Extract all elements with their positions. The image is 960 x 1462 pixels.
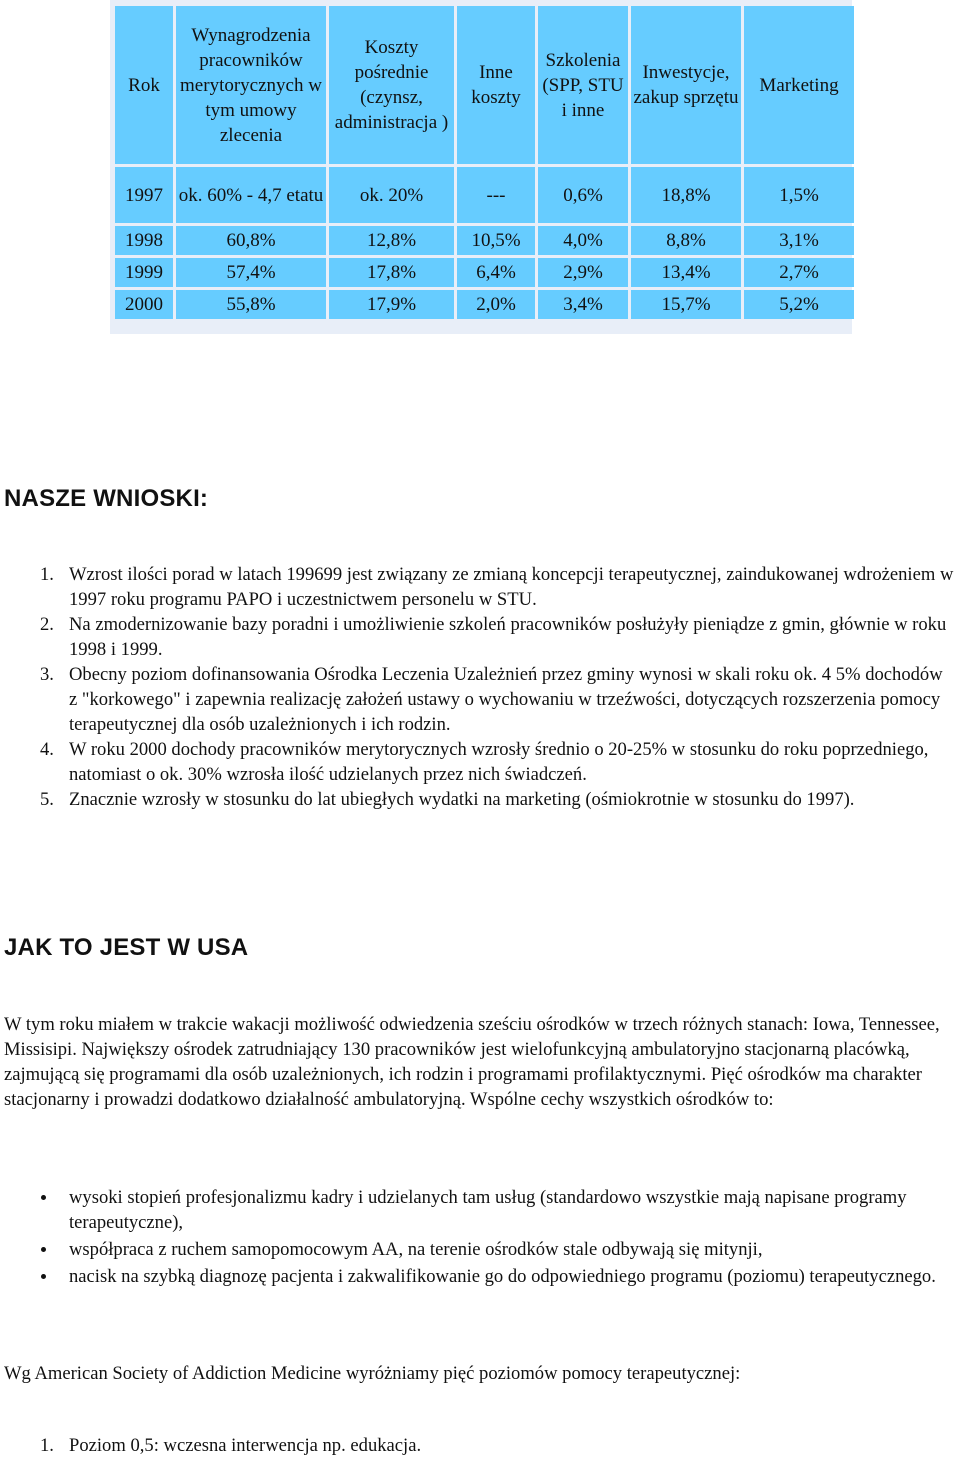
list-item-text: Wzrost ilości porad w latach 199699 jest związany ze zmianą koncepcji terapeutycznej, zaindukowanej wdrożeniem w 1997 roku programu PAPO i uczestnictwem personelu w STU. (69, 564, 954, 610)
list-item-text: nacisk na szybką diagnozę pacjenta i zakwalifikowanie go do odpowiedniego programu (poziomu) terapeutycznego. (69, 1266, 936, 1287)
table-cell: 6,4% (457, 258, 535, 287)
table-cell: 1997 (115, 167, 173, 223)
table-cell: ok. 60% - 4,7 etatu (176, 167, 326, 223)
bullet-icon (41, 1195, 46, 1200)
header-szkolenia: Szkolenia (SPP, STU i inne (538, 6, 628, 164)
table-cell: 5,2% (744, 290, 854, 319)
table-cell: --- (457, 167, 535, 223)
list-item-text: Poziom 0,5: wczesna interwencja np. edukacja. (69, 1435, 422, 1456)
table-cell: 2,0% (457, 290, 535, 319)
cost-table-frame (110, 0, 852, 334)
asam-paragraph: Wg American Society of Addiction Medicine wyróżniamy pięć poziomów pomocy terapeutycznej: (4, 1363, 741, 1384)
table-cell: 2,7% (744, 258, 854, 287)
table-cell: 2,9% (538, 258, 628, 287)
table-cell: ok. 20% (329, 167, 454, 223)
list-item-text: Znacznie wzrosły w stosunku do lat ubiegłych wydatki na marketing (ośmiokrotnie w stosunku do 1997). (69, 789, 855, 810)
table-cell: 57,4% (176, 258, 326, 287)
table-cell: 3,4% (538, 290, 628, 319)
list-item (0, 1433, 955, 1458)
usa-heading: JAK TO JEST W USA (4, 934, 249, 961)
table-cell: 2000 (115, 290, 173, 319)
list-item-text: Na zmodernizowanie bazy poradni i umożliwienie szkoleń pracowników posłużyły pieniądze z gmin, głównie w roku 1998 i 1999. (69, 614, 947, 660)
bullet-icon (41, 1274, 46, 1279)
table-cell: 1,5% (744, 167, 854, 223)
list-number: 3. (40, 664, 54, 685)
table-cell: 3,1% (744, 226, 854, 255)
table-cell: 1998 (115, 226, 173, 255)
list-number: 5. (40, 789, 54, 810)
list-item (0, 737, 955, 787)
table-cell: 15,7% (631, 290, 741, 319)
table-row (115, 226, 854, 255)
features-bullet-list (0, 1185, 955, 1291)
list-number: 1. (40, 1435, 54, 1456)
table-cell: 10,5% (457, 226, 535, 255)
table-cell: 18,8% (631, 167, 741, 223)
cost-structure-table (112, 3, 857, 322)
table-cell: 60,8% (176, 226, 326, 255)
table-row (115, 167, 854, 223)
list-item (0, 562, 955, 612)
list-item (0, 787, 955, 812)
header-koszty-posrednie: Koszty pośrednie (czynsz, administracja ) (329, 6, 454, 164)
list-item-text: współpraca z ruchem samopomocowym AA, na terenie ośrodków stale odbywają się mitynji, (69, 1239, 763, 1260)
table-cell: 13,4% (631, 258, 741, 287)
list-item (0, 1237, 955, 1262)
table-cell: 8,8% (631, 226, 741, 255)
table-cell: 17,9% (329, 290, 454, 319)
table-row (115, 258, 854, 287)
table-cell: 12,8% (329, 226, 454, 255)
list-item-text: wysoki stopień profesjonalizmu kadry i udzielanych tam usług (standardowo wszystkie mają napisane programy terapeutyczne), (69, 1187, 907, 1233)
table-cell: 17,8% (329, 258, 454, 287)
list-item (0, 1185, 955, 1235)
header-marketing: Marketing (744, 6, 854, 164)
list-number: 4. (40, 739, 54, 760)
header-inwestycje: Inwestycje, zakup sprzętu (631, 6, 741, 164)
list-number: 2. (40, 614, 54, 635)
list-number: 1. (40, 564, 54, 585)
table-cell: 1999 (115, 258, 173, 287)
table-cell: 0,6% (538, 167, 628, 223)
list-item (0, 662, 955, 737)
therapy-levels-list (0, 1433, 955, 1458)
conclusions-list (0, 562, 955, 812)
table-header-row (115, 6, 854, 164)
usa-paragraph: W tym roku miałem w trakcie wakacji możliwość odwiedzenia sześciu ośrodków w trzech różnych stanach: Iowa, Tennessee, Missisipi. Największy ośrodek zatrudniający 130 pracowników jest wielofunkcyjną ambulatoryjno stacjonarną placówką, zajmującą się programami dla osób uzależnionych, ich rodzin i programami profilaktycznymi. Pięć ośrodków ma charakter stacjonarny i prowadzi dodatkowo działalność ambulatoryjną. Wspólne cechy wszystkich ośrodków to: (4, 1014, 940, 1110)
list-item (0, 1264, 955, 1289)
list-item-text: W roku 2000 dochody pracowników merytorycznych wzrosły średnio o 20-25% w stosunku do roku poprzedniego, natomiast o ok. 30% wzrosła ilość udzielanych przez nich świadczeń. (69, 739, 929, 785)
conclusions-heading: NASZE WNIOSKI: (4, 485, 209, 512)
table-cell: 55,8% (176, 290, 326, 319)
table-cell: 4,0% (538, 226, 628, 255)
list-item-text: Obecny poziom dofinansowania Ośrodka Leczenia Uzależnień przez gminy wynosi w skali roku ok. 4 5% dochodów z "korkowego" i zapewnia realizację założeń ustawy o wychowaniu w trzeźwości, dotyczących rozszerzenia pomocy terapeutycznej dla osób uzależnionych i ich rodzin. (69, 664, 943, 735)
bullet-icon (41, 1247, 46, 1252)
header-rok: Rok (115, 6, 173, 164)
header-wynagrodzenia: Wynagrodzenia pracowników merytorycznych w tym umowy zlecenia (176, 6, 326, 164)
header-inne-koszty: Inne koszty (457, 6, 535, 164)
table-row (115, 290, 854, 319)
list-item (0, 612, 955, 662)
